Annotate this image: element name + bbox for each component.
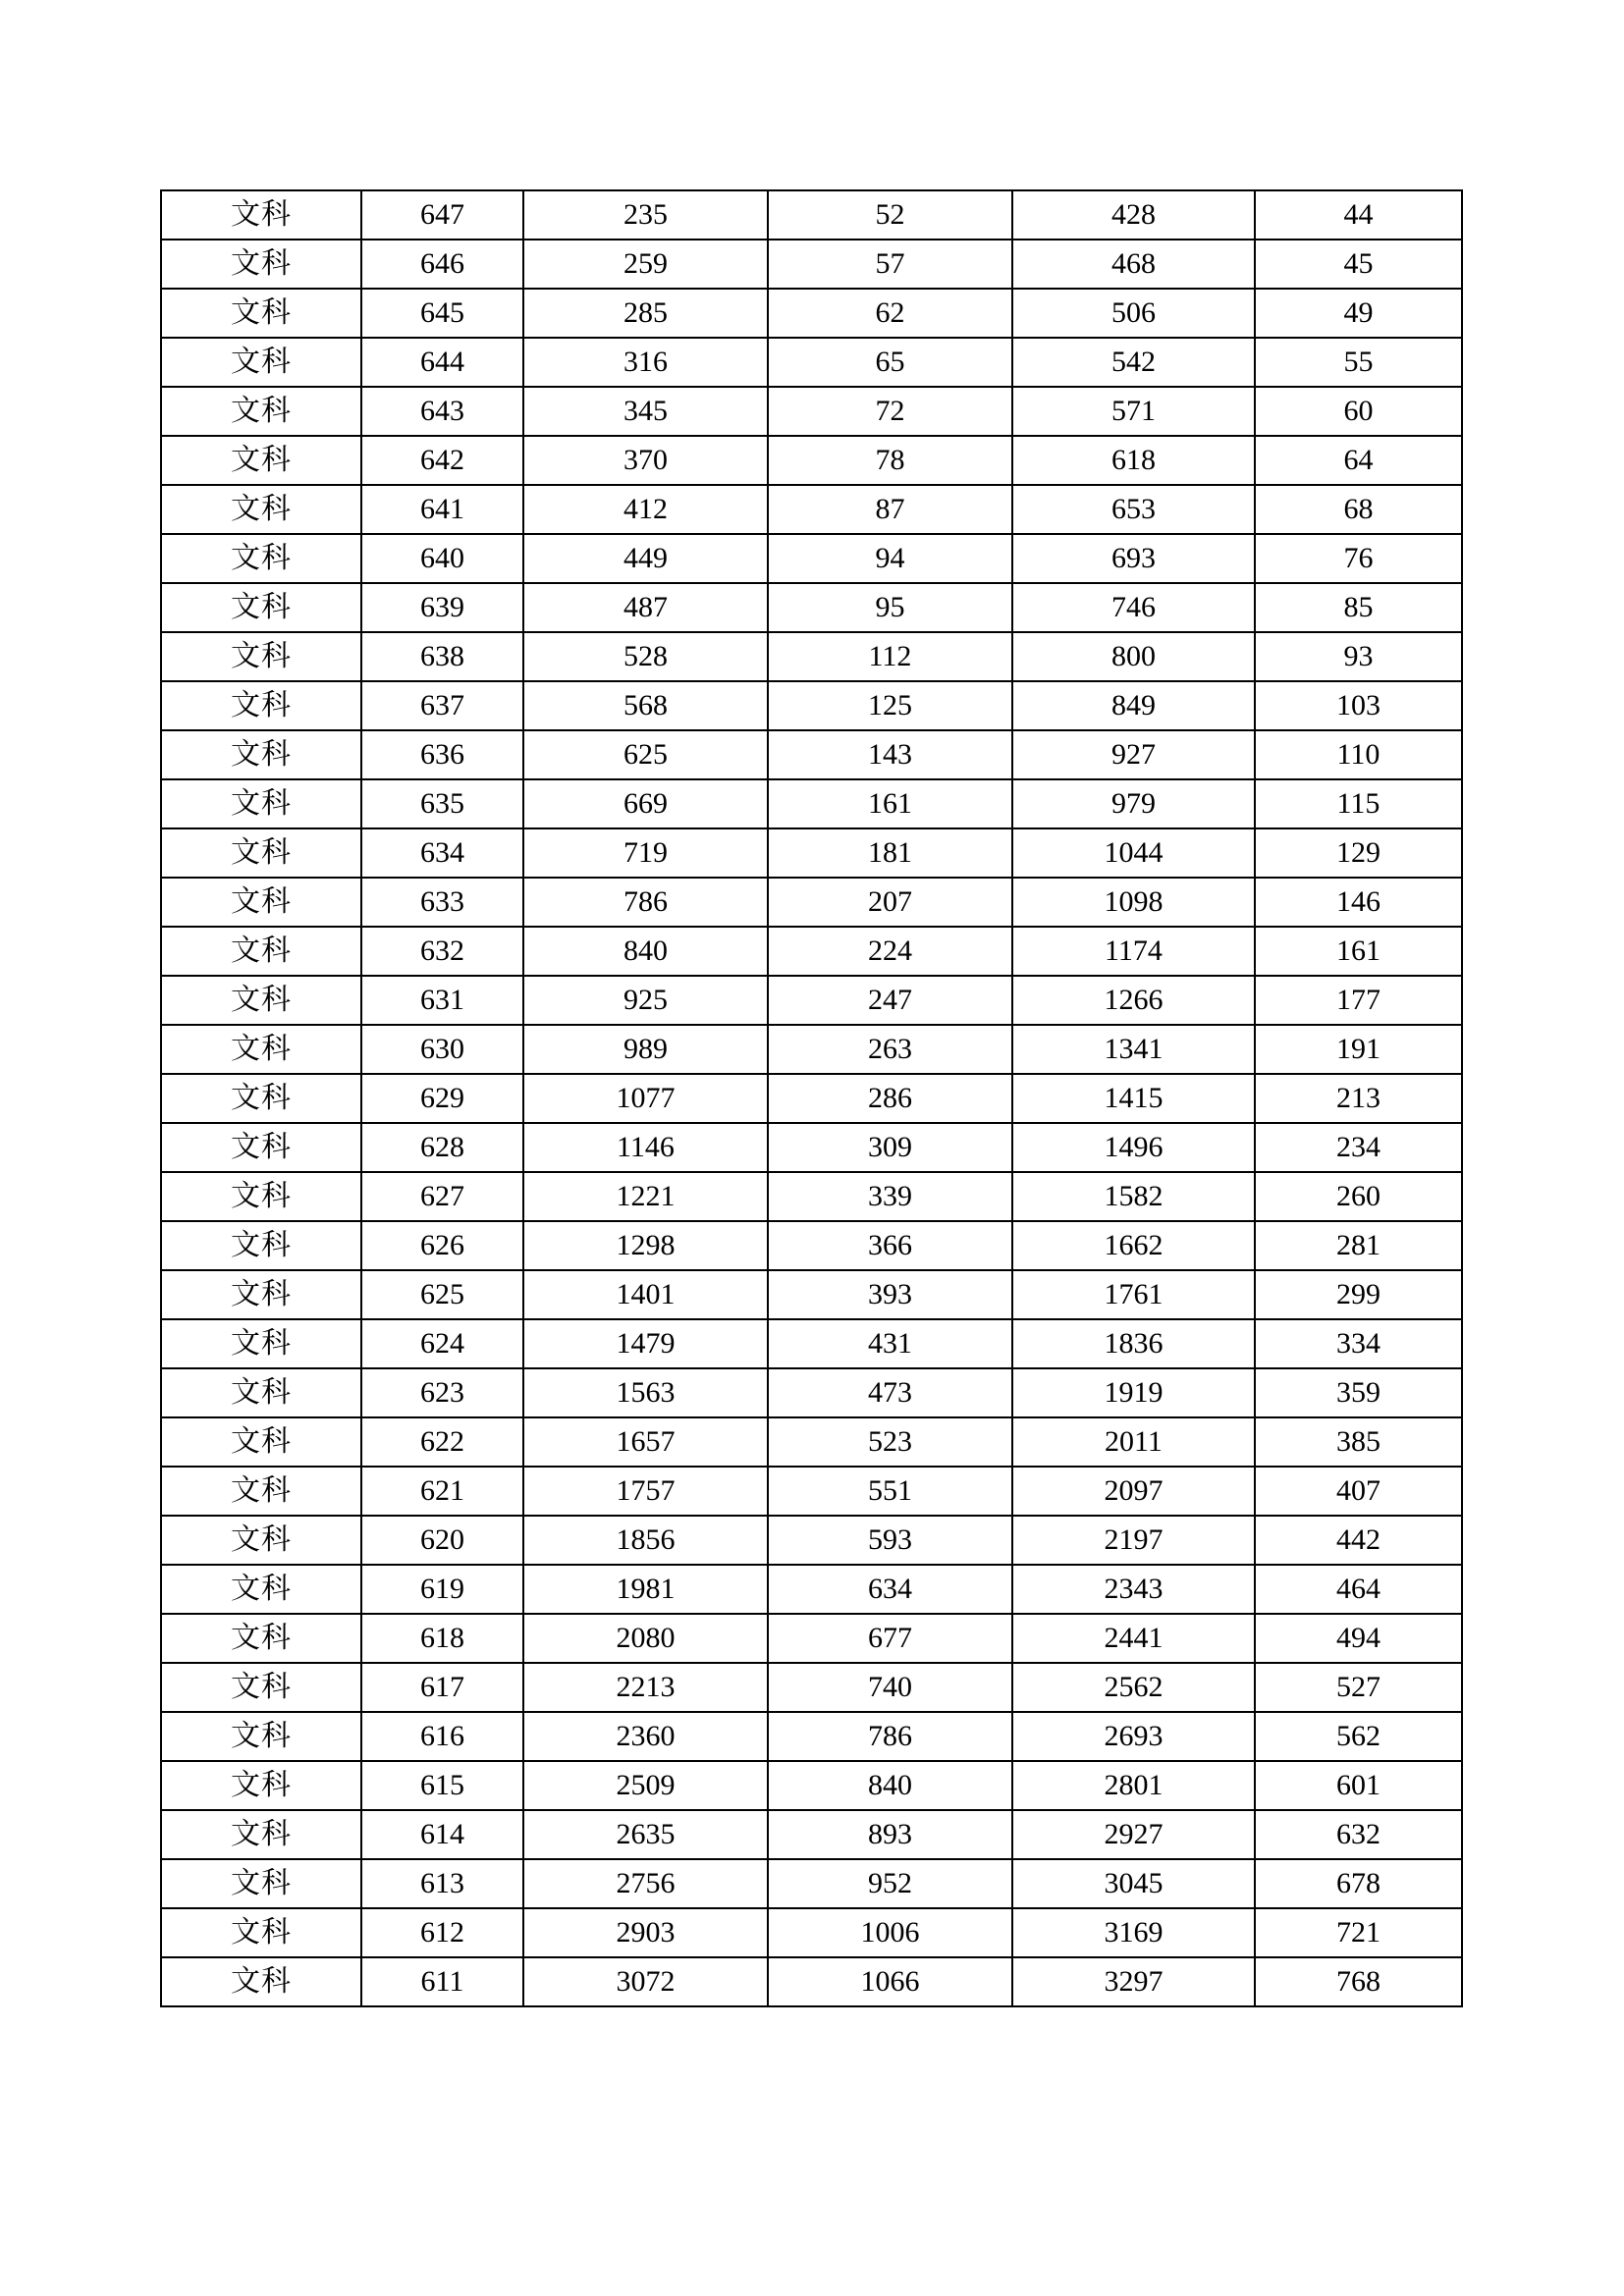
table-row: [161, 436, 1462, 485]
cell-count_b: 2011: [1012, 1417, 1255, 1467]
cell-subject: 文科: [161, 338, 361, 387]
cell-cumulative_b: 44: [1255, 190, 1462, 240]
cell-count_a: 1146: [523, 1123, 768, 1172]
cell-cumulative_a: 677: [768, 1614, 1012, 1663]
cell-subject: 文科: [161, 190, 361, 240]
cell-count_b: 542: [1012, 338, 1255, 387]
cell-cumulative_a: 1006: [768, 1908, 1012, 1957]
cell-cumulative_a: 1066: [768, 1957, 1012, 2006]
cell-subject: 文科: [161, 387, 361, 436]
cell-subject: 文科: [161, 1859, 361, 1908]
cell-cumulative_a: 952: [768, 1859, 1012, 1908]
cell-count_a: 1221: [523, 1172, 768, 1221]
cell-count_b: 800: [1012, 632, 1255, 681]
cell-subject: 文科: [161, 1319, 361, 1368]
cell-cumulative_a: 247: [768, 976, 1012, 1025]
table-row: [161, 1663, 1462, 1712]
cell-cumulative_b: 49: [1255, 289, 1462, 338]
cell-count_a: 316: [523, 338, 768, 387]
cell-count_b: 1836: [1012, 1319, 1255, 1368]
cell-score: 625: [361, 1270, 523, 1319]
cell-count_b: 927: [1012, 730, 1255, 779]
cell-count_a: 568: [523, 681, 768, 730]
cell-cumulative_b: 464: [1255, 1565, 1462, 1614]
cell-count_b: 428: [1012, 190, 1255, 240]
cell-score: 617: [361, 1663, 523, 1712]
cell-cumulative_b: 359: [1255, 1368, 1462, 1417]
cell-count_b: 468: [1012, 240, 1255, 289]
cell-cumulative_b: 129: [1255, 828, 1462, 878]
cell-cumulative_a: 112: [768, 632, 1012, 681]
table-row: [161, 730, 1462, 779]
cell-cumulative_b: 601: [1255, 1761, 1462, 1810]
table-row: [161, 779, 1462, 828]
cell-count_a: 2080: [523, 1614, 768, 1663]
table-row: [161, 828, 1462, 878]
cell-count_b: 2693: [1012, 1712, 1255, 1761]
cell-count_a: 1077: [523, 1074, 768, 1123]
cell-count_b: 2343: [1012, 1565, 1255, 1614]
cell-subject: 文科: [161, 976, 361, 1025]
cell-score: 622: [361, 1417, 523, 1467]
cell-cumulative_b: 442: [1255, 1516, 1462, 1565]
table-row: [161, 1221, 1462, 1270]
cell-cumulative_a: 431: [768, 1319, 1012, 1368]
cell-cumulative_a: 393: [768, 1270, 1012, 1319]
table-row: [161, 1565, 1462, 1614]
cell-cumulative_a: 125: [768, 681, 1012, 730]
table-row: [161, 1712, 1462, 1761]
cell-score: 642: [361, 436, 523, 485]
cell-score: 624: [361, 1319, 523, 1368]
cell-score: 627: [361, 1172, 523, 1221]
table-row: [161, 534, 1462, 583]
cell-cumulative_b: 110: [1255, 730, 1462, 779]
cell-count_a: 1563: [523, 1368, 768, 1417]
score-distribution-table: [160, 189, 1463, 2007]
cell-score: 637: [361, 681, 523, 730]
cell-score: 646: [361, 240, 523, 289]
cell-score: 619: [361, 1565, 523, 1614]
cell-cumulative_a: 309: [768, 1123, 1012, 1172]
cell-subject: 文科: [161, 927, 361, 976]
cell-count_a: 235: [523, 190, 768, 240]
cell-count_a: 3072: [523, 1957, 768, 2006]
cell-cumulative_a: 224: [768, 927, 1012, 976]
cell-cumulative_a: 473: [768, 1368, 1012, 1417]
cell-count_b: 1341: [1012, 1025, 1255, 1074]
cell-score: 615: [361, 1761, 523, 1810]
table-row: [161, 1614, 1462, 1663]
cell-count_a: 925: [523, 976, 768, 1025]
score-distribution-table-wrapper: [160, 189, 1461, 2007]
cell-count_b: 849: [1012, 681, 1255, 730]
cell-subject: 文科: [161, 1516, 361, 1565]
table-row: [161, 878, 1462, 927]
cell-cumulative_a: 87: [768, 485, 1012, 534]
cell-count_b: 1582: [1012, 1172, 1255, 1221]
cell-score: 644: [361, 338, 523, 387]
table-row: [161, 1761, 1462, 1810]
cell-cumulative_a: 593: [768, 1516, 1012, 1565]
cell-subject: 文科: [161, 681, 361, 730]
cell-subject: 文科: [161, 1712, 361, 1761]
cell-subject: 文科: [161, 1614, 361, 1663]
cell-count_a: 259: [523, 240, 768, 289]
cell-count_a: 2903: [523, 1908, 768, 1957]
cell-count_a: 719: [523, 828, 768, 878]
table-row: [161, 485, 1462, 534]
cell-count_b: 1044: [1012, 828, 1255, 878]
cell-count_b: 1496: [1012, 1123, 1255, 1172]
cell-cumulative_b: 527: [1255, 1663, 1462, 1712]
cell-score: 641: [361, 485, 523, 534]
cell-score: 612: [361, 1908, 523, 1957]
cell-count_b: 2562: [1012, 1663, 1255, 1712]
cell-count_b: 2927: [1012, 1810, 1255, 1859]
cell-cumulative_a: 286: [768, 1074, 1012, 1123]
cell-score: 620: [361, 1516, 523, 1565]
cell-count_a: 786: [523, 878, 768, 927]
cell-score: 633: [361, 878, 523, 927]
table-row: [161, 190, 1462, 240]
cell-score: 628: [361, 1123, 523, 1172]
table-row: [161, 1957, 1462, 2006]
cell-cumulative_b: 721: [1255, 1908, 1462, 1957]
cell-cumulative_a: 523: [768, 1417, 1012, 1467]
table-row: [161, 387, 1462, 436]
cell-count_a: 1657: [523, 1417, 768, 1467]
cell-subject: 文科: [161, 1270, 361, 1319]
cell-count_b: 693: [1012, 534, 1255, 583]
cell-cumulative_b: 115: [1255, 779, 1462, 828]
table-row: [161, 976, 1462, 1025]
cell-cumulative_b: 334: [1255, 1319, 1462, 1368]
cell-count_a: 1981: [523, 1565, 768, 1614]
cell-subject: 文科: [161, 1123, 361, 1172]
cell-subject: 文科: [161, 1810, 361, 1859]
cell-count_a: 2213: [523, 1663, 768, 1712]
cell-subject: 文科: [161, 779, 361, 828]
cell-subject: 文科: [161, 1467, 361, 1516]
cell-cumulative_b: 146: [1255, 878, 1462, 927]
cell-cumulative_b: 281: [1255, 1221, 1462, 1270]
table-row: [161, 1074, 1462, 1123]
cell-cumulative_a: 52: [768, 190, 1012, 240]
table-row: [161, 1319, 1462, 1368]
cell-count_a: 840: [523, 927, 768, 976]
cell-cumulative_a: 62: [768, 289, 1012, 338]
cell-count_a: 370: [523, 436, 768, 485]
cell-subject: 文科: [161, 1565, 361, 1614]
cell-subject: 文科: [161, 485, 361, 534]
cell-count_b: 3297: [1012, 1957, 1255, 2006]
cell-subject: 文科: [161, 1761, 361, 1810]
cell-cumulative_b: 407: [1255, 1467, 1462, 1516]
cell-cumulative_b: 64: [1255, 436, 1462, 485]
cell-count_b: 571: [1012, 387, 1255, 436]
table-row: [161, 927, 1462, 976]
cell-cumulative_a: 634: [768, 1565, 1012, 1614]
table-row: [161, 1172, 1462, 1221]
cell-score: 618: [361, 1614, 523, 1663]
cell-count_a: 2756: [523, 1859, 768, 1908]
cell-cumulative_a: 893: [768, 1810, 1012, 1859]
cell-count_b: 618: [1012, 436, 1255, 485]
table-row: [161, 289, 1462, 338]
table-body: [161, 190, 1462, 2006]
cell-score: 631: [361, 976, 523, 1025]
cell-subject: 文科: [161, 240, 361, 289]
cell-subject: 文科: [161, 1368, 361, 1417]
cell-count_b: 1761: [1012, 1270, 1255, 1319]
cell-cumulative_b: 234: [1255, 1123, 1462, 1172]
cell-count_b: 1415: [1012, 1074, 1255, 1123]
table-row: [161, 1417, 1462, 1467]
cell-count_b: 746: [1012, 583, 1255, 632]
cell-score: 629: [361, 1074, 523, 1123]
cell-cumulative_b: 177: [1255, 976, 1462, 1025]
cell-subject: 文科: [161, 1025, 361, 1074]
cell-score: 632: [361, 927, 523, 976]
cell-score: 635: [361, 779, 523, 828]
cell-score: 623: [361, 1368, 523, 1417]
cell-count_b: 506: [1012, 289, 1255, 338]
cell-cumulative_a: 263: [768, 1025, 1012, 1074]
cell-cumulative_b: 213: [1255, 1074, 1462, 1123]
cell-count_a: 1856: [523, 1516, 768, 1565]
cell-cumulative_a: 143: [768, 730, 1012, 779]
cell-count_a: 487: [523, 583, 768, 632]
table-row: [161, 681, 1462, 730]
cell-subject: 文科: [161, 583, 361, 632]
cell-cumulative_a: 840: [768, 1761, 1012, 1810]
cell-subject: 文科: [161, 1172, 361, 1221]
cell-count_b: 1098: [1012, 878, 1255, 927]
cell-subject: 文科: [161, 1074, 361, 1123]
cell-score: 614: [361, 1810, 523, 1859]
cell-cumulative_b: 60: [1255, 387, 1462, 436]
cell-cumulative_b: 85: [1255, 583, 1462, 632]
cell-cumulative_a: 366: [768, 1221, 1012, 1270]
cell-subject: 文科: [161, 436, 361, 485]
cell-subject: 文科: [161, 828, 361, 878]
cell-cumulative_a: 94: [768, 534, 1012, 583]
cell-count_b: 2801: [1012, 1761, 1255, 1810]
cell-cumulative_b: 191: [1255, 1025, 1462, 1074]
cell-subject: 文科: [161, 878, 361, 927]
cell-count_a: 2360: [523, 1712, 768, 1761]
table-row: [161, 1908, 1462, 1957]
cell-cumulative_b: 45: [1255, 240, 1462, 289]
cell-score: 639: [361, 583, 523, 632]
cell-score: 630: [361, 1025, 523, 1074]
cell-score: 626: [361, 1221, 523, 1270]
cell-count_a: 1298: [523, 1221, 768, 1270]
cell-cumulative_a: 78: [768, 436, 1012, 485]
cell-cumulative_b: 55: [1255, 338, 1462, 387]
cell-cumulative_b: 768: [1255, 1957, 1462, 2006]
cell-cumulative_a: 786: [768, 1712, 1012, 1761]
cell-score: 640: [361, 534, 523, 583]
cell-cumulative_b: 494: [1255, 1614, 1462, 1663]
cell-score: 647: [361, 190, 523, 240]
cell-cumulative_b: 385: [1255, 1417, 1462, 1467]
cell-score: 621: [361, 1467, 523, 1516]
cell-count_a: 1757: [523, 1467, 768, 1516]
cell-score: 634: [361, 828, 523, 878]
table-row: [161, 1123, 1462, 1172]
cell-cumulative_b: 68: [1255, 485, 1462, 534]
cell-cumulative_a: 740: [768, 1663, 1012, 1712]
cell-cumulative_b: 76: [1255, 534, 1462, 583]
table-row: [161, 1810, 1462, 1859]
cell-score: 636: [361, 730, 523, 779]
cell-cumulative_a: 551: [768, 1467, 1012, 1516]
cell-score: 638: [361, 632, 523, 681]
cell-count_b: 2197: [1012, 1516, 1255, 1565]
table-row: [161, 240, 1462, 289]
cell-count_b: 3045: [1012, 1859, 1255, 1908]
cell-cumulative_b: 103: [1255, 681, 1462, 730]
cell-count_b: 2097: [1012, 1467, 1255, 1516]
cell-cumulative_a: 339: [768, 1172, 1012, 1221]
cell-cumulative_b: 678: [1255, 1859, 1462, 1908]
cell-cumulative_b: 562: [1255, 1712, 1462, 1761]
cell-count_a: 989: [523, 1025, 768, 1074]
cell-cumulative_a: 57: [768, 240, 1012, 289]
cell-subject: 文科: [161, 1957, 361, 2006]
cell-cumulative_a: 161: [768, 779, 1012, 828]
cell-subject: 文科: [161, 1663, 361, 1712]
cell-subject: 文科: [161, 289, 361, 338]
cell-count_a: 625: [523, 730, 768, 779]
table-row: [161, 1025, 1462, 1074]
cell-score: 643: [361, 387, 523, 436]
table-row: [161, 1270, 1462, 1319]
cell-score: 611: [361, 1957, 523, 2006]
table-row: [161, 1467, 1462, 1516]
cell-count_b: 1919: [1012, 1368, 1255, 1417]
cell-subject: 文科: [161, 1221, 361, 1270]
cell-count_a: 285: [523, 289, 768, 338]
cell-cumulative_a: 95: [768, 583, 1012, 632]
cell-score: 645: [361, 289, 523, 338]
cell-cumulative_b: 260: [1255, 1172, 1462, 1221]
cell-cumulative_b: 299: [1255, 1270, 1462, 1319]
cell-subject: 文科: [161, 1908, 361, 1957]
table-row: [161, 1516, 1462, 1565]
cell-cumulative_b: 632: [1255, 1810, 1462, 1859]
cell-cumulative_a: 72: [768, 387, 1012, 436]
cell-cumulative_b: 93: [1255, 632, 1462, 681]
cell-count_a: 2509: [523, 1761, 768, 1810]
table-row: [161, 583, 1462, 632]
table-row: [161, 1368, 1462, 1417]
cell-subject: 文科: [161, 534, 361, 583]
cell-cumulative_a: 181: [768, 828, 1012, 878]
cell-count_a: 1479: [523, 1319, 768, 1368]
cell-count_b: 1174: [1012, 927, 1255, 976]
cell-count_a: 1401: [523, 1270, 768, 1319]
cell-count_b: 1662: [1012, 1221, 1255, 1270]
cell-score: 613: [361, 1859, 523, 1908]
cell-count_b: 3169: [1012, 1908, 1255, 1957]
cell-count_b: 1266: [1012, 976, 1255, 1025]
cell-subject: 文科: [161, 1417, 361, 1467]
table-row: [161, 1859, 1462, 1908]
cell-count_a: 412: [523, 485, 768, 534]
cell-cumulative_a: 65: [768, 338, 1012, 387]
cell-cumulative_b: 161: [1255, 927, 1462, 976]
cell-count_a: 669: [523, 779, 768, 828]
cell-subject: 文科: [161, 730, 361, 779]
cell-count_b: 2441: [1012, 1614, 1255, 1663]
cell-subject: 文科: [161, 632, 361, 681]
cell-count_a: 345: [523, 387, 768, 436]
cell-count_b: 653: [1012, 485, 1255, 534]
cell-count_a: 449: [523, 534, 768, 583]
cell-count_b: 979: [1012, 779, 1255, 828]
cell-count_a: 528: [523, 632, 768, 681]
cell-score: 616: [361, 1712, 523, 1761]
cell-cumulative_a: 207: [768, 878, 1012, 927]
table-row: [161, 632, 1462, 681]
table-row: [161, 338, 1462, 387]
cell-count_a: 2635: [523, 1810, 768, 1859]
